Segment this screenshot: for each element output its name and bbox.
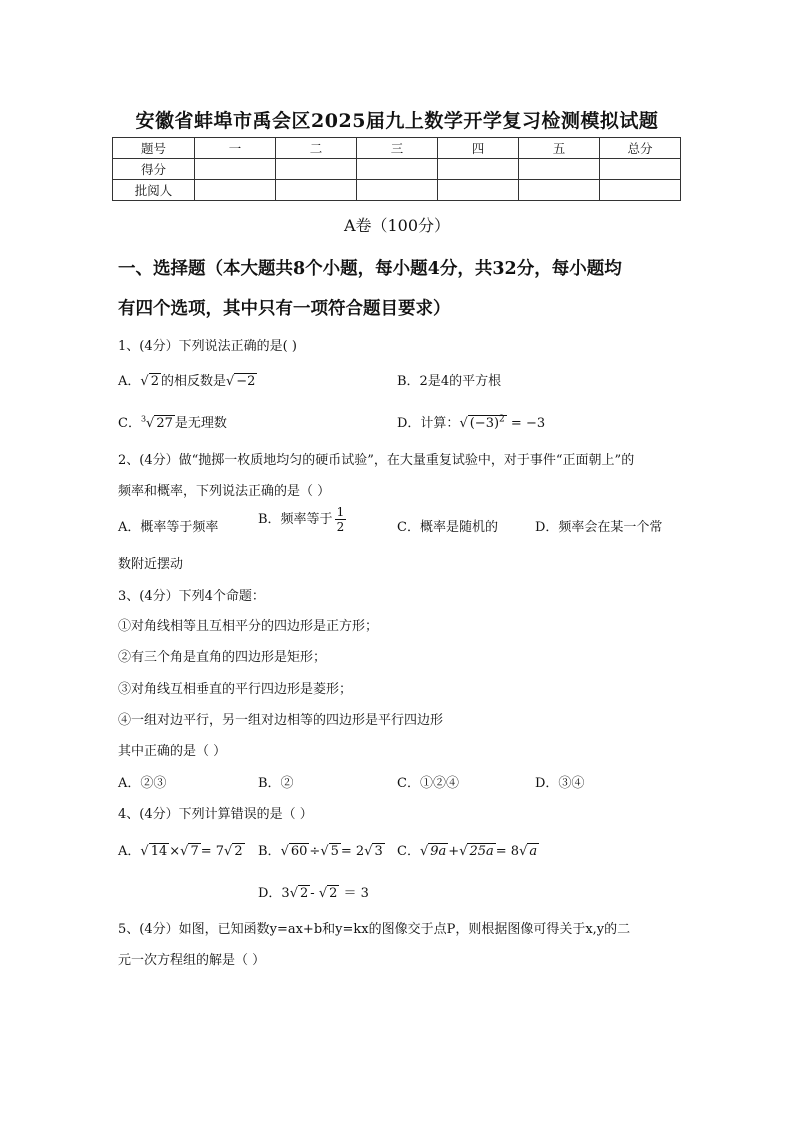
q1-d-exponent: 2 [499,414,505,425]
score-cell [357,180,438,201]
q4-a-label: A． [118,844,141,859]
q4-c-operator: + [448,844,460,859]
exam-title: 安徽省蚌埠市禹会区2025届九上数学开学复习检测模拟试题 [135,110,659,132]
q1-stem: 1、(4分）下列说法正确的是( ) [118,339,297,354]
score-row-label: 得分 [113,159,195,180]
q4-option-d: D．3√ 2 - √ 2 ＝ 3 [258,886,369,901]
q5-stem-line2: 元一次方程组的解是（ ） [118,953,266,968]
score-table [112,137,681,201]
q1-c-label: C． [118,416,141,431]
q4-d-radicand: 2 [300,886,309,901]
q3-proposition-1: ①对角线相等且互相平分的四边形是正方形； [118,619,379,634]
q2-b-fraction [335,505,347,534]
q4-b-radicand: 3 [374,844,383,859]
q2-b-label: B．频率等于 [258,512,333,527]
score-cell [276,159,357,180]
score-table-header-cell: 题号 [113,138,195,159]
q1-c-text: 是无理数 [174,416,227,431]
q3-option-d: D．③④ [535,776,585,791]
q3-proposition-3: ③对角线互相垂直的平行四边形是菱形； [118,682,353,697]
q1-a-label: A． [118,374,141,389]
q4-c-radicand: a [529,844,538,859]
q2-option-d-continued: 数附近摆动 [118,557,184,572]
fraction-denominator: 2 [336,520,345,534]
q4-c-radicand: 25a [469,844,494,859]
score-table-header-cell: 二 [276,138,357,159]
q4-b-operator: ÷ [309,844,321,859]
q1-option-c: C．$^3$√ 27 是无理数 [118,414,227,431]
q1-c-index: 3 [140,414,147,424]
score-table-header-cell: 五 [519,138,600,159]
q1-d-label: D．计算： [397,416,460,431]
score-cell [195,180,276,201]
q1-d-radicand: (−3) [469,416,500,431]
score-table-header-cell: 一 [195,138,276,159]
score-cell [519,180,600,201]
q2-option-b [258,505,348,534]
q4-b-radicand: 60 [290,844,308,859]
q1-a-radicand: 2 [150,374,159,389]
q1-option-a: A．√ 2 的相反数是√ −2 [118,374,256,389]
q2-stem-line2: 频率和概率，下列说法正确的是（ ） [118,484,331,499]
q4-a-operator: × [169,844,181,859]
q4-option-b: B．√ 60 ÷√ 5 = 2√ 3 [258,844,383,859]
q4-b-label: B． [258,844,281,859]
score-cell [195,159,276,180]
q1-a-radicand: −2 [236,374,256,389]
section-heading-line1: 一、选择题（本大题共8个小题，每小题4分，共32分，每小题均 [118,259,622,279]
fraction-numerator: 1 [336,505,345,519]
score-cell [276,180,357,201]
q4-a-equals: = 7 [200,844,225,859]
q4-option-a: A．√ 14 ×√ 7 = 7√ 2 [118,844,243,859]
q4-c-equals: = 8 [495,844,520,859]
section-heading-line2: 有四个选项，其中只有一项符合题目要求） [118,299,451,319]
q3-proposition-2: ②有三个角是直角的四边形是矩形； [118,650,327,665]
q3-proposition-4: ④一组对边平行，另一组对边相等的四边形是平行四边形 [118,713,444,728]
score-table-row [113,159,681,180]
score-table-header-cell: 三 [357,138,438,159]
q2-option-c: C．概率是随机的 [397,520,498,535]
q4-d-radicand: 2 [329,886,338,901]
q3-option-b: B．② [258,776,294,791]
q1-c-radicand: 27 [156,416,173,431]
q1-a-text: 的相反数是 [160,374,226,389]
q1-option-b: B．2是4的平方根 [397,374,502,389]
score-cell [357,159,438,180]
q4-a-radicand: 2 [234,844,243,859]
q5-stem-line1: 5、(4分）如图，已知函数y=ax+b和y=kx的图像交于点P，则根据图像可得关于x,y的二 [118,922,631,937]
q2-option-a: A．概率等于频率 [118,520,219,535]
score-table-header-row [113,138,681,159]
q4-c-radicand: 9a [430,844,447,859]
q4-a-radicand: 7 [190,844,199,859]
score-table-row [113,180,681,201]
q4-d-operator: - [310,886,319,901]
q1-d-text: = −3 [506,416,546,431]
q4-stem: 4、(4分）下列计算错误的是（ ） [118,807,313,822]
q3-ask: 其中正确的是（ ） [118,744,227,759]
score-row-label: 批阅人 [113,180,195,201]
q4-b-radicand: 5 [330,844,339,859]
score-cell [600,180,681,201]
paper-a-heading: A卷（100分） [343,216,451,235]
q3-option-a: A．②③ [118,776,167,791]
q4-c-label: C． [397,844,420,859]
q3-stem: 3、(4分）下列4个命题： [118,589,265,604]
score-table-header-cell: 四 [438,138,519,159]
score-table-header-cell: 总分 [600,138,681,159]
q4-b-equals: = 2 [340,844,365,859]
q4-option-c: C．√ 9a +√ 25a = 8√ a [397,844,538,859]
q4-d-label: D．3 [258,886,290,901]
score-cell [519,159,600,180]
q2-option-d: D．频率会在某一个常 [535,520,663,535]
score-cell [438,159,519,180]
q2-stem-line1: 2、(4分）做“抛掷一枚质地均匀的硬币试验”，在大量重复试验中，对于事件“正面朝上”的 [118,453,635,468]
q1-option-d: D．计算：√ $(-3)^2 = -3$ [397,414,546,431]
q4-a-radicand: 14 [150,844,168,859]
q4-d-text: ＝ 3 [339,886,369,901]
score-cell [438,180,519,201]
q3-option-c: C．①②④ [397,776,459,791]
score-cell [600,159,681,180]
